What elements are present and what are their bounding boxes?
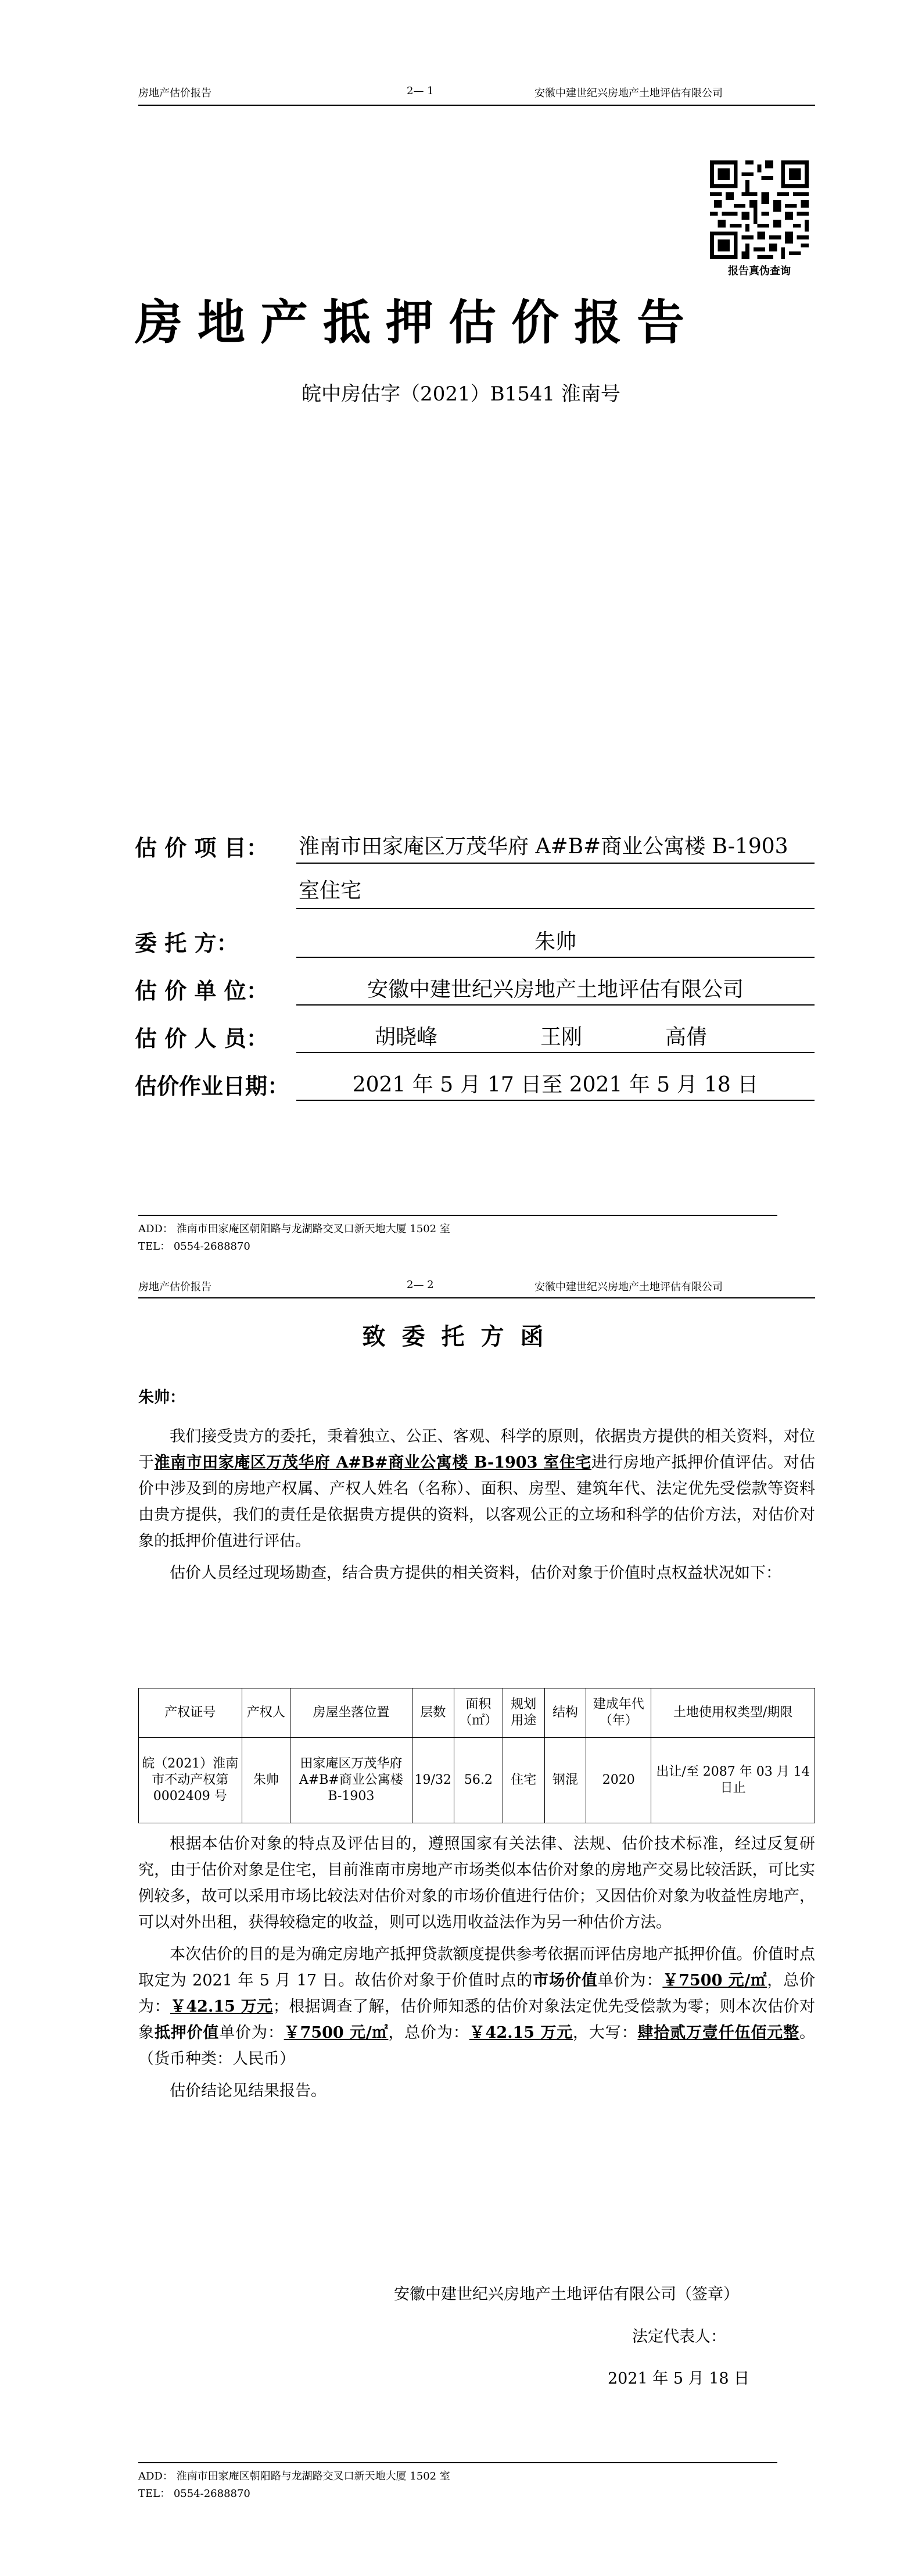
field-underline <box>296 1100 815 1101</box>
field-value-work-date: 2021 年 5 月 17 日至 2021 年 5 月 18 日 <box>352 1073 759 1097</box>
field-label-appraisers: 估 价 人 员： <box>135 1025 268 1051</box>
qr-code-icon[interactable] <box>710 160 809 259</box>
paragraph: 估价结论见结果报告。 <box>170 2082 327 2100</box>
property-rights-table <box>138 1688 815 1823</box>
header-left: 房地产估价报告 <box>138 87 211 99</box>
header-right: 安徽中建世纪兴房地产土地评估有限公司 <box>534 87 723 99</box>
report-cover-page <box>0 0 922 1273</box>
field-underline <box>296 1052 815 1053</box>
field-value-appraiser-unit: 安徽中建世纪兴房地产土地评估有限公司 <box>367 978 744 1001</box>
legal-representative: 法定代表人： <box>632 2328 726 2346</box>
table-cell: 19/32 <box>412 1738 454 1823</box>
footer-address: ADD： 淮南市田家庵区朝阳路与龙湖路交叉口新天地大厦 1502 室 <box>138 1223 450 1235</box>
header-page-number: 2— 1 <box>407 85 434 97</box>
letter-body-top <box>138 1384 815 1586</box>
report-title: 房地产抵押估价报告 <box>135 295 700 350</box>
field-underline <box>296 863 815 864</box>
salutation: 朱帅： <box>138 1389 185 1407</box>
table-cell: 出让/至 2087 年 03 月 14 日止 <box>651 1738 815 1823</box>
field-underline <box>296 1004 815 1006</box>
table-cell: 皖（2021）淮南市不动产权第 0002409 号 <box>139 1738 242 1823</box>
table-header-cell: 土地使用权类型/期限 <box>651 1688 815 1738</box>
table-header-cell: 产权人 <box>242 1688 290 1738</box>
appraiser-name: 高倩 <box>665 1025 708 1049</box>
field-label-project: 估 价 项 目： <box>135 835 268 861</box>
header-rule <box>138 1297 815 1298</box>
table-cell: 田家庵区万茂华府 A#B#商业公寓楼 B-1903 <box>290 1738 412 1823</box>
paragraph: 本次估价的目的是为确定房地产抵押贷款额度提供参考依据而评估房地产抵押价值。价值时点取定为 2021 年 5 月 17 日。故估价对象于价值时点的市场价值单价为：￥7500 元/㎡，总价为：￥42.15 万元；根据调查了解，估价师知悉的估价对象法定优先受偿款为零；则本次估价对象抵押价值单价为：￥7500 元/㎡，总价为：￥42.15 万元，大写：肆拾贰万壹仟伍佰元整。（货币种类：人民币） <box>138 1945 816 2068</box>
table-cell: 56.2 <box>454 1738 503 1823</box>
letter-date: 2021 年 5 月 18 日 <box>608 2370 750 2388</box>
header-right: 安徽中建世纪兴房地产土地评估有限公司 <box>534 1281 723 1293</box>
header-left: 房地产估价报告 <box>138 1281 211 1293</box>
paragraph: 估价人员经过现场勘查，结合贵方提供的相关资料，估价对象于价值时点权益状况如下： <box>170 1564 781 1582</box>
table-header-cell: 面积（㎡） <box>454 1688 503 1738</box>
table-row <box>139 1738 815 1823</box>
property-address: 淮南市田家庵区万茂华府 A#B#商业公寓楼 B-1903 室住宅 <box>154 1454 591 1472</box>
paragraph: 我们接受贵方的委托，秉着独立、公正、客观、科学的原则，依据贵方提供的相关资料，对位于淮南市田家庵区万茂华府 A#B#商业公寓楼 B-1903 室住宅进行房地产抵押价值评估。对估价中涉及到的房地产权属、产权人姓名（名称）、面积、房型、建筑年代、法定优先受偿款等资料由贵方提供，我们的责任是依据贵方提供的资料，以客观公正的立场和科学的估价方法，对估价对象的抵押价值进行评估。 <box>138 1427 816 1550</box>
signer: 安徽中建世纪兴房地产土地评估有限公司（签章） <box>394 2285 739 2303</box>
letter-title: 致委托方函 <box>362 1323 560 1350</box>
paragraph: 根据本估价对象的特点及评估目的，遵照国家有关法律、法规、估价技术标准，经过反复研究，由于估价对象是住宅，目前淮南市房地产市场类似本估价对象的房地产交易比较活跃，可比实例较多，故可以采用市场比较法对估价对象的市场价值进行估价；又因估价对象为收益性房地产，可以对外出租，获得较稳定的收益，则可以选用收益法作为另一种估价方法。 <box>138 1835 815 1931</box>
field-value-project-line2: 室住宅 <box>299 879 362 903</box>
footer-rule <box>138 1215 777 1216</box>
table-header-cell: 建成年代（年） <box>586 1688 651 1738</box>
field-label-appraiser-unit: 估 价 单 位： <box>135 978 268 1004</box>
field-value-client: 朱帅 <box>534 930 576 954</box>
appraiser-name: 王刚 <box>540 1025 583 1049</box>
field-value-project-line1: 淮南市田家庵区万茂华府 A#B#商业公寓楼 B-1903 <box>299 835 788 858</box>
table-header-cell: 层数 <box>412 1688 454 1738</box>
table-header-cell: 产权证号 <box>139 1688 242 1738</box>
footer-address: ADD： 淮南市田家庵区朝阳路与龙湖路交叉口新天地大厦 1502 室 <box>138 2470 450 2482</box>
table-header-cell: 房屋坐落位置 <box>290 1688 412 1738</box>
table-cell: 住宅 <box>503 1738 544 1823</box>
header-page-number: 2— 2 <box>407 1279 434 1291</box>
table-header-cell: 规划用途 <box>503 1688 544 1738</box>
field-label-client: 委 托 方： <box>135 930 239 956</box>
header-rule <box>138 105 815 106</box>
table-cell: 朱帅 <box>242 1738 290 1823</box>
letter-body-bottom <box>138 1831 815 2104</box>
table-header-cell: 结构 <box>544 1688 586 1738</box>
footer-rule <box>138 2462 777 2463</box>
field-underline <box>296 908 815 909</box>
table-header-row <box>139 1688 815 1738</box>
table-cell: 钢混 <box>544 1738 586 1823</box>
appraiser-name: 胡晓峰 <box>375 1025 438 1049</box>
field-underline <box>296 957 815 958</box>
footer-phone: TEL： 0554-2688870 <box>138 1240 250 1253</box>
field-label-work-date: 估价作业日期： <box>135 1073 290 1099</box>
footer-phone: TEL： 0554-2688870 <box>138 2488 250 2500</box>
table-cell: 2020 <box>586 1738 651 1823</box>
report-number: 皖中房估字（2021）B1541 淮南号 <box>302 382 620 406</box>
qr-caption: 报告真伪查询 <box>728 265 791 277</box>
